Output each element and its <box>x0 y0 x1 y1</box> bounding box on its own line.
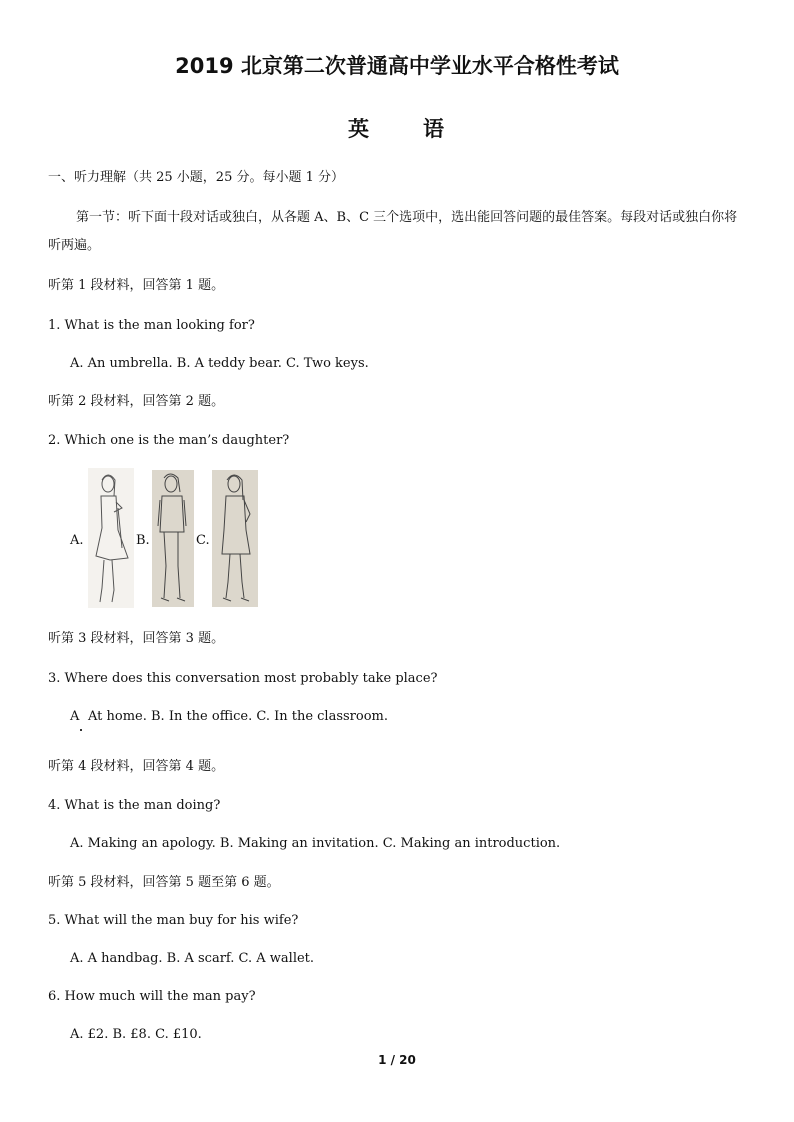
question-1: 1. What is the man looking for? <box>48 318 255 333</box>
material-4-note: 听第 4 段材料，回答第 4 题。 <box>48 759 225 774</box>
question-5-options: A. A handbag. B. A scarf. C. A wallet. <box>70 951 315 966</box>
figure-b-image <box>152 470 194 607</box>
question-5: 5. What will the man buy for his wife? <box>48 913 299 928</box>
subject-title <box>0 113 794 143</box>
question-4: 4. What is the man doing? <box>48 798 221 813</box>
page-number: 1 / 20 <box>378 1053 416 1067</box>
page-title: 2019 北京第二次普通高中学业水平合格性考试 <box>175 54 619 78</box>
figure-c-image <box>212 470 258 607</box>
question-3-option-a-label: A <box>70 709 80 724</box>
question-3: 3. Where does this conversation most probably take place? <box>48 671 438 686</box>
material-5-note: 听第 5 段材料，回答第 5 题至第 6 题。 <box>48 875 280 890</box>
question-2: 2. Which one is the man’s daughter? <box>48 433 290 448</box>
section-heading: 一、听力理解（共 25 小题，25 分。每小题 1 分） <box>48 170 345 185</box>
question-3-options: At home. B. In the office. C. In the classroom. <box>88 709 389 724</box>
question-6-options: A. £2. B. £8. C. £10. <box>70 1027 202 1042</box>
option-b-label: B. <box>136 533 150 548</box>
material-1-note: 听第 1 段材料，回答第 1 题。 <box>48 278 225 293</box>
option-a-label: A. <box>70 533 84 548</box>
option-c-label: C. <box>196 533 210 548</box>
stray-dot <box>80 729 82 731</box>
question-1-options: A. An umbrella. B. A teddy bear. C. Two keys. <box>70 356 369 371</box>
question-4-options: A. Making an apology. B. Making an invitation. C. Making an introduction. <box>70 836 561 851</box>
question-6: 6. How much will the man pay? <box>48 989 256 1004</box>
subject-char-1: 英 <box>348 117 371 141</box>
subject-char-2: 语 <box>423 117 446 141</box>
material-3-note: 听第 3 段材料，回答第 3 题。 <box>48 631 225 646</box>
section-instruction: 第一节：听下面十段对话或独白，从各题 A、B、C 三个选项中，选出能回答问题的最佳答案。每段对话或独白你将听两遍。 <box>48 210 738 253</box>
material-2-note: 听第 2 段材料，回答第 2 题。 <box>48 394 225 409</box>
figure-a-image <box>88 468 134 608</box>
